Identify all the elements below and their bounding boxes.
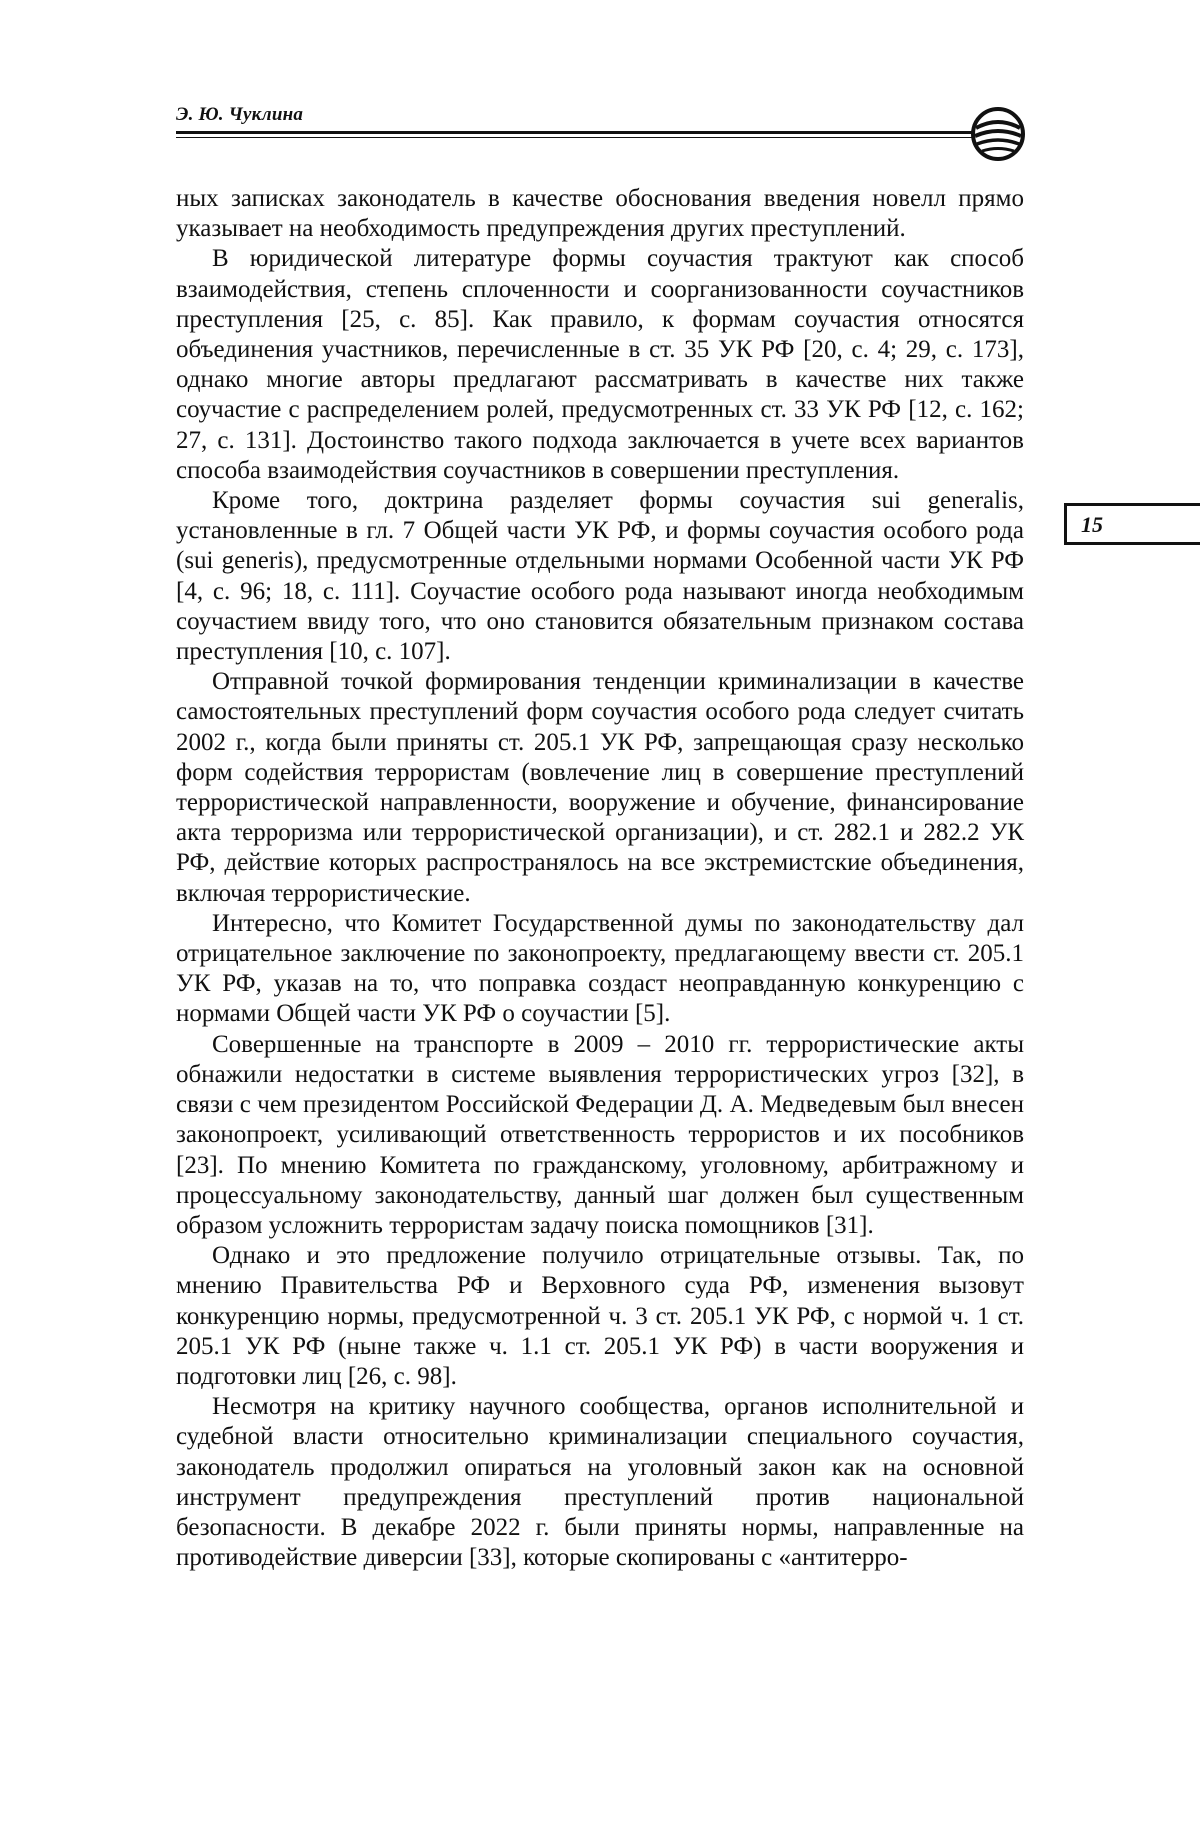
paragraph: В юридической литературе формы соучастия трактуют как способ взаимодействия, степень сплоченности и соорганизованности соучастников преступления [25, с. 85]. Как правило, к формам соучастия относятся объединения участников, перечисленные в ст. 35 УК РФ [20, с. 4; 29, с. 173], однако многие авторы предлагают рассматривать в качестве них также соучастие с распределением ролей, предусмотренных ст. 33 УК РФ [12, с. 162; 27, с. 131]. Достоинство такого подхода заключается в учете всех вариантов способа взаимодействия соучастников в совершении преступления.: [176, 245, 1024, 484]
page-number: 15: [1081, 512, 1103, 537]
paragraph: Отправной точкой формирования тенденции криминализации в качестве самостоятельных преступлений форм соучастия особого рода следует считать 2002 г., когда были приняты ст. 205.1 УК РФ, запрещающая сразу несколько форм содействия террористам (вовлечение лиц в совершение преступлений террористической направленности, вооружение и обучение, финансирование акта терроризма или террористической организации), и ст. 282.1 и 282.2 УК РФ, действие которых распространялось на все экстремистские объединения, включая террористические.: [176, 668, 1024, 907]
paragraph: Интересно, что Комитет Государственной думы по законодательству дал отрицательное заключение по законопроекту, предлагающему ввести ст. 205.1 УК РФ, указав на то, что поправка создаст неоправданную конкуренцию с нормами Общей части УК РФ о соучастии [5].: [176, 909, 1024, 1028]
header-rule: [176, 131, 976, 134]
article-body: [176, 184, 1024, 1573]
paragraph: Кроме того, доктрина разделяет формы соучастия sui generalis, установленные в гл. 7 Общей части УК РФ, и формы соучастия особого рода (sui generis), предусмотренные отдельными нормами Особенной части УК РФ [4, с. 96; 18, с. 111]. Соучастие особого рода называют иногда необходимым соучастием ввиду того, что оно становится обязательным признаком состава преступления [10, с. 107].: [176, 487, 1024, 666]
journal-logo-icon: [968, 106, 1028, 162]
page-number-box: [1064, 503, 1200, 545]
paragraph: Однако и это предложение получило отрицательные отзывы. Так, по мнению Правительства РФ и Верховного суда РФ, изменения вызовут конкуренцию нормы, предусмотренной ч. 3 ст. 205.1 УК РФ, с нормой ч. 1 ст. 205.1 УК РФ (ныне также ч. 1.1 ст. 205.1 УК РФ) в части вооружения и подготовки лиц [26, с. 98].: [176, 1242, 1024, 1390]
running-header: [176, 104, 1032, 164]
paragraph: Совершенные на транспорте в 2009 – 2010 гг. террористические акты обнажили недостатки в системе выявления террористических угроз [32], в связи с чем президентом Российской Федерации Д. А. Медведевым был внесен законопроект, усиливающий ответственность террористов и их пособников [23]. По мнению Комитета по гражданскому, уголовному, арбитражному и процессуальному законодательству, данный шаг должен был существенным образом усложнить террористам задачу поиска помощников [31].: [176, 1030, 1024, 1239]
header-author: Э. Ю. Чуклина: [176, 104, 304, 125]
paragraph: ных записках законодатель в качестве обоснования введения новелл прямо указывает на необходимость предупреждения других преступлений.: [176, 185, 1024, 243]
header-rule-thin: [176, 137, 976, 138]
paragraph: Несмотря на критику научного сообщества, органов исполнительной и судебной власти относительно криминализации специального соучастия, законодатель продолжил опираться на уголовный закон как на основной инструмент предупреждения преступлений против национальной безопасности. В декабре 2022 г. были приняты нормы, направленные на противодействие диверсии [33], которые скопированы с «антитерро-: [176, 1393, 1024, 1572]
